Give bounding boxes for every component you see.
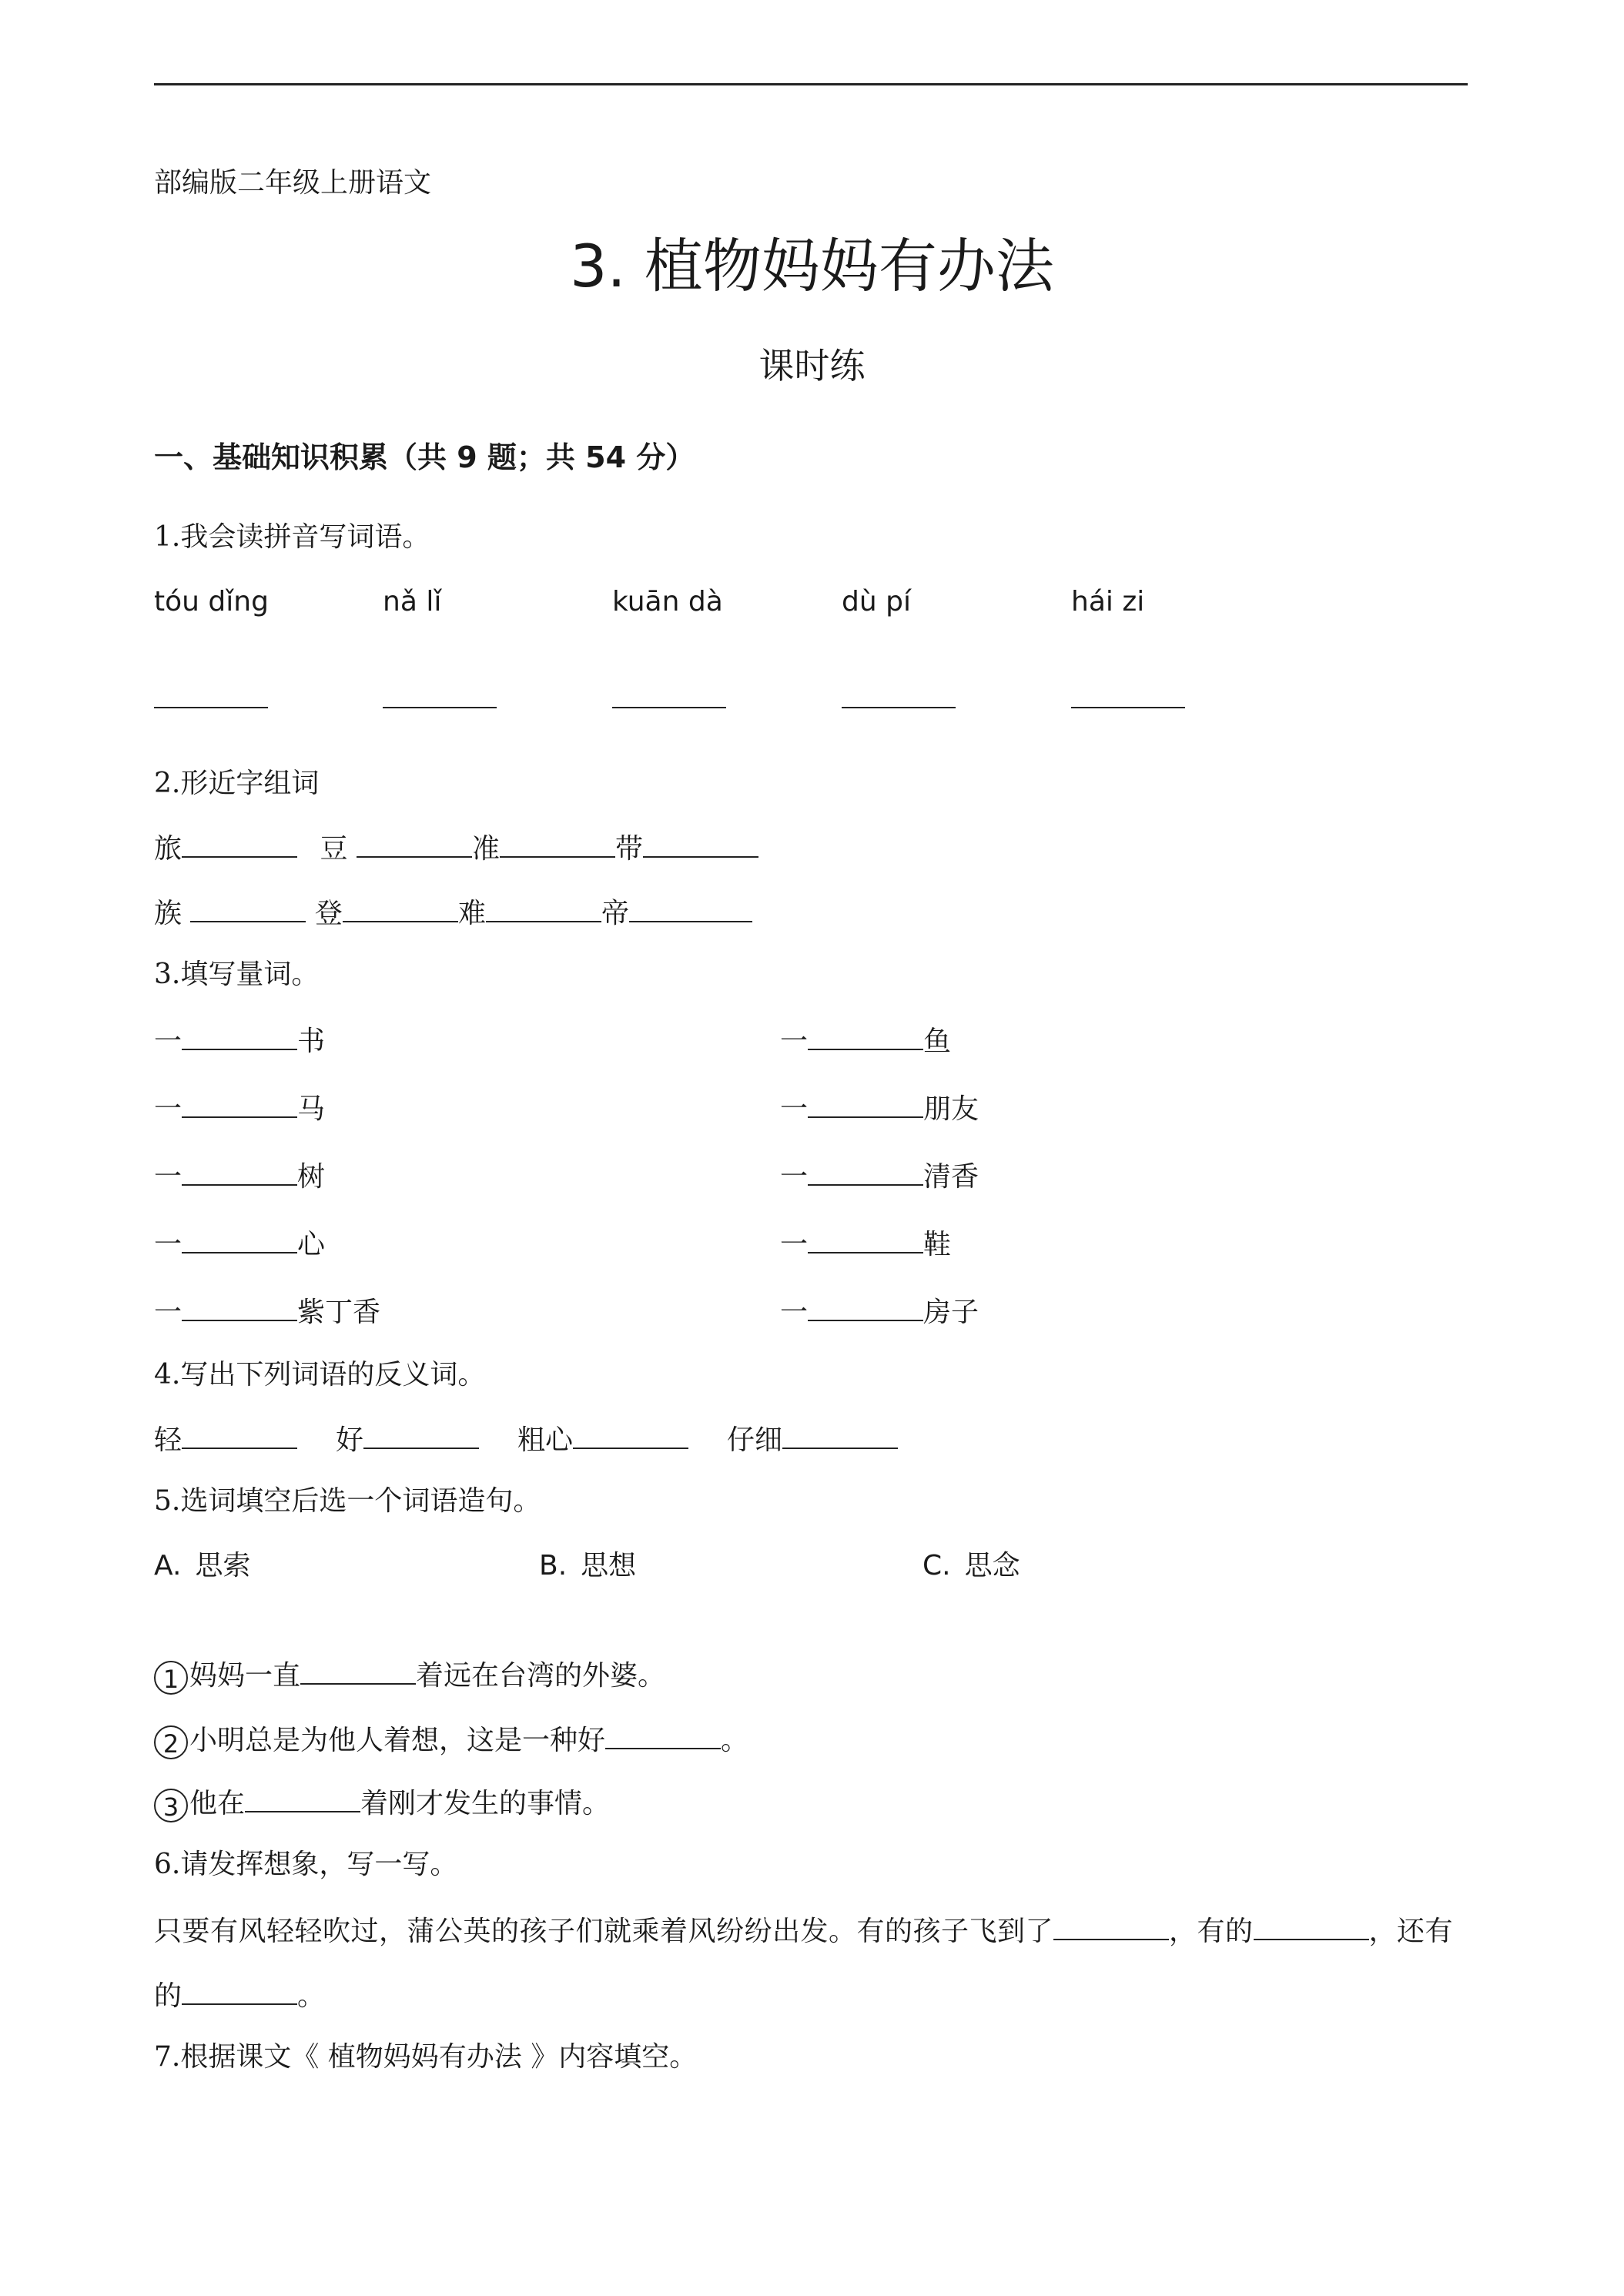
q2-char: 豆: [320, 833, 348, 865]
q6-answer-blank[interactable]: [1254, 1911, 1369, 1940]
q2-prompt: 2.形近字组词: [154, 768, 320, 799]
q4-prompt: 4.写出下列词语的反义词。: [154, 1359, 486, 1391]
q2-answer-blank[interactable]: [343, 893, 458, 922]
q1-answer-blank[interactable]: [612, 707, 726, 708]
q5-option-b: B. 思想: [539, 1550, 637, 1581]
q1-answer-blank[interactable]: [1071, 707, 1185, 708]
q5-prompt: 5.选词填空后选一个词语造句。: [154, 1485, 541, 1517]
circled-number: 1: [154, 1661, 188, 1695]
q5-item-2: 2 小明总是为他人着想，这是一种好 。: [154, 1720, 748, 1759]
q3-answer-blank[interactable]: [182, 1292, 297, 1321]
q3-item: 一 树: [154, 1156, 325, 1196]
q3-prompt: 3.填写量词。: [154, 959, 320, 990]
q4-answer-blank[interactable]: [182, 1420, 297, 1449]
q3-answer-blank[interactable]: [808, 1292, 923, 1321]
q6-answer-blank[interactable]: [182, 1976, 297, 2005]
q2-row-1: [154, 828, 758, 868]
q2-char: 准: [471, 833, 500, 865]
q1-pinyin-3: kuān dà: [612, 586, 723, 618]
q2-answer-blank[interactable]: [182, 828, 297, 858]
circled-number: 2: [154, 1725, 188, 1759]
q6-line-1: 只要有风轻轻吹过，蒲公英的孩子们就乘着风纷纷出发。有的孩子飞到了 ，有的 ，还有: [154, 1911, 1468, 1950]
q2-row-2: [154, 893, 752, 932]
q3-answer-blank[interactable]: [808, 1224, 923, 1253]
page-subtitle: 课时练: [758, 345, 866, 387]
q1-pinyin-2: nǎ lǐ: [383, 586, 442, 618]
q5-answer-blank[interactable]: [300, 1655, 416, 1685]
q3-item: 一 鞋: [780, 1224, 951, 1263]
q6-line-2: 的 。: [154, 1976, 325, 2015]
q2-answer-blank[interactable]: [486, 893, 601, 922]
q5-option-a: A. 思索: [154, 1550, 251, 1581]
q2-char: 登: [314, 898, 343, 929]
q2-answer-blank[interactable]: [500, 828, 615, 858]
q1-pinyin-1: tóu dǐng: [154, 586, 269, 618]
q2-char: 帝: [601, 898, 629, 929]
q3-answer-blank[interactable]: [808, 1021, 923, 1050]
q4-answer-blank[interactable]: [363, 1420, 479, 1449]
q2-char: 族: [154, 898, 182, 929]
circled-number: 3: [154, 1789, 188, 1822]
page-title: 3. 植物妈妈有办法: [570, 232, 1054, 300]
q3-answer-blank[interactable]: [808, 1089, 923, 1118]
q3-answer-blank[interactable]: [808, 1156, 923, 1186]
q2-answer-blank[interactable]: [643, 828, 758, 858]
q2-char: 难: [457, 898, 486, 929]
q2-char: 旅: [154, 833, 182, 865]
series-label: 部编版二年级上册语文: [154, 167, 432, 199]
q3-item: 一 房子: [780, 1292, 979, 1331]
q5-option-c: C. 思念: [922, 1550, 1020, 1581]
q4-answer-blank[interactable]: [573, 1420, 688, 1449]
q3-answer-blank[interactable]: [182, 1089, 297, 1118]
q7-prompt: 7.根据课文《 植物妈妈有办法 》内容填空。: [154, 2041, 698, 2073]
q3-item: 一 马: [154, 1089, 325, 1128]
q1-pinyin-5: hái zi: [1071, 586, 1145, 618]
q6-answer-blank[interactable]: [1053, 1911, 1169, 1940]
q3-item: 一 心: [154, 1224, 325, 1263]
q1-answer-blank[interactable]: [154, 707, 268, 708]
q3-item: 一 书: [154, 1021, 325, 1060]
section-heading: 一、基础知识积累（共 9 题；共 54 分）: [154, 440, 695, 474]
q1-pinyin-4: dù pí: [842, 586, 911, 618]
q3-item: 一 紫丁香: [154, 1292, 380, 1331]
q3-answer-blank[interactable]: [182, 1156, 297, 1186]
q1-answer-blank[interactable]: [383, 707, 497, 708]
q5-item-1: 1 妈妈一直 着远在台湾的外婆。: [154, 1655, 665, 1695]
q3-item: 一 鱼: [780, 1021, 951, 1060]
q5-item-3: 3 他在 着刚才发生的事情。: [154, 1783, 610, 1822]
q3-answer-blank[interactable]: [182, 1224, 297, 1253]
q4-row: 轻 好 粗心 仔细: [154, 1420, 898, 1459]
q2-char: 带: [614, 833, 643, 865]
q4-answer-blank[interactable]: [782, 1420, 898, 1449]
header-rule: [154, 83, 1468, 85]
q1-prompt: 1.我会读拼音写词语。: [154, 521, 430, 553]
q6-prompt: 6.请发挥想象，写一写。: [154, 1849, 458, 1880]
q2-answer-blank[interactable]: [190, 893, 306, 922]
q3-item: 一 清香: [780, 1156, 979, 1196]
q2-answer-blank[interactable]: [357, 828, 472, 858]
q5-answer-blank[interactable]: [245, 1783, 360, 1812]
q1-answer-blank[interactable]: [842, 707, 956, 708]
q3-answer-blank[interactable]: [182, 1021, 297, 1050]
q3-item: 一 朋友: [780, 1089, 979, 1128]
q2-answer-blank[interactable]: [629, 893, 752, 922]
q5-answer-blank[interactable]: [605, 1720, 721, 1749]
